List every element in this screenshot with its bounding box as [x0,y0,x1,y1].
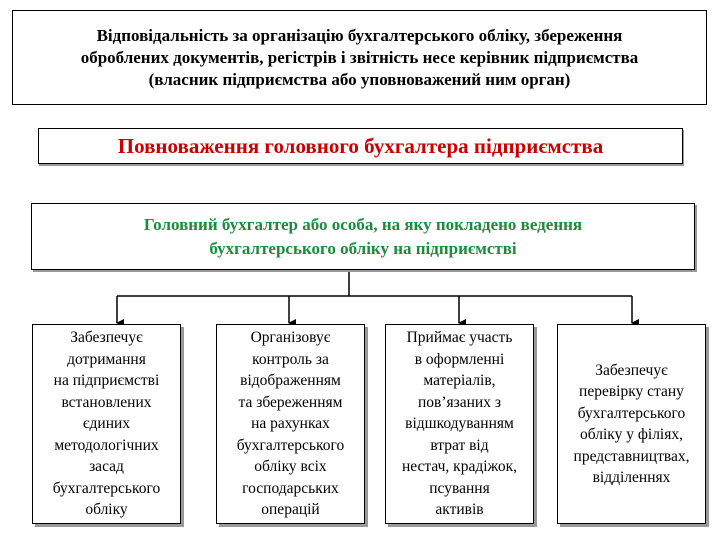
duty-line: на підприємстві [53,372,160,390]
duty-line: засад [89,458,124,476]
duty-line: Забезпечує [70,329,143,347]
duty-line: та збереженням [238,393,343,411]
responsibility-box [12,10,707,105]
duty-box-losses [385,324,534,524]
duty-line: відділеннях [592,469,671,486]
duty-box-branches [557,324,706,524]
responsibility-line: (власник підприємства або уповноважений ним орган) [148,69,571,89]
duty-text [53,327,160,521]
duty-line: псування [429,479,490,497]
duty-line: бухгалтерського [236,436,345,454]
duty-line: операцій [261,501,320,519]
responsibility-line: оброблених документів, регістрів і звітність несе керівник підприємства [80,47,639,67]
duty-line: представництвах, [573,447,690,465]
duty-text [237,327,344,521]
duty-box-control [216,324,365,524]
duty-line: активів [435,501,484,519]
duty-line: Приймає участь [406,329,513,347]
duty-line: Організовує [250,329,331,347]
duty-line: обліку [85,501,128,519]
duty-line: контроль за [252,350,329,368]
duty-line: господарських [242,479,339,497]
chief-accountant-box [31,203,695,270]
duty-line: в оформленні [414,350,505,368]
chief-accountant-line: Головний бухгалтер або особа, на яку покладено ведення [143,214,583,234]
duty-line: дотримання [67,350,146,368]
page-title-text: Повноваження головного бухгалтера підприємства [117,133,604,158]
duty-line: встановлених [61,393,152,411]
responsibility-line: Відповідальність за організацію бухгалтерського обліку, збереження [96,25,623,45]
duty-line: на рахунках [251,415,330,433]
duty-line: методологічних [54,436,159,454]
duty-line: обліку у філіях, [580,426,683,443]
duty-line: перевірку стану [579,383,684,400]
duty-line: Забезпечує [595,361,668,379]
duty-text [402,327,517,521]
duty-line: нестач, крадіжок, [401,458,518,476]
duty-line: обліку всіх [254,458,327,476]
duty-line: пов’язаних з [417,393,501,411]
duty-box-methodology [32,324,181,524]
duty-text [574,360,690,489]
duty-line: відшкодуванням [405,415,514,433]
responsibility-text [81,25,639,91]
duty-line: бухгалтерського [577,404,686,422]
duty-line: матеріалів, [423,372,496,390]
duty-line: втрат від [430,436,489,454]
chief-accountant-text [144,213,582,261]
page-title [38,128,683,164]
duty-line: бухгалтерського [52,479,161,497]
duty-line: єдиних [82,415,131,433]
duty-line: відображенням [240,372,341,390]
chief-accountant-line: бухгалтерського обліку на підприємстві [209,238,517,258]
